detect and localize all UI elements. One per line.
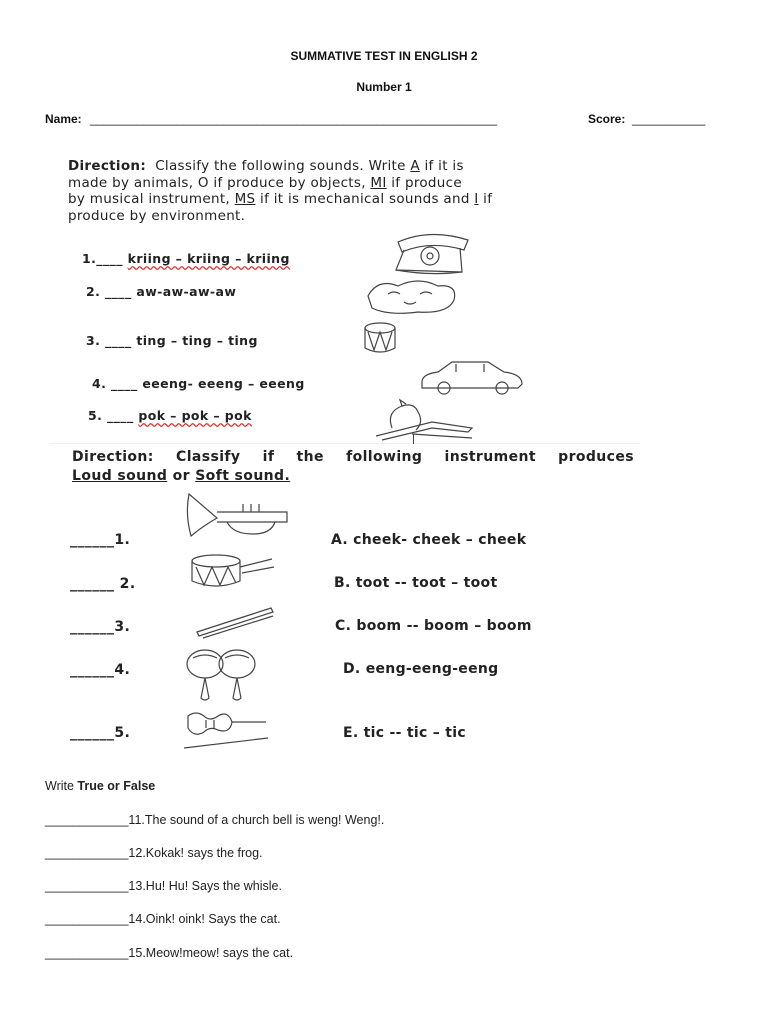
tf-item-15[interactable]: ____________15.Meow!meow! says the cat. (45, 946, 294, 960)
sound-item-5: 5. ____ pok – pok – pok (88, 408, 252, 423)
sound-item-3: 3. ____ ting – ting – ting (86, 333, 258, 348)
telephone-icon (390, 230, 475, 275)
trumpet-icon (183, 490, 293, 540)
instrument-blank-1[interactable]: ______1. (70, 532, 131, 548)
tf-item-12[interactable]: ____________12.Kokak! says the frog. (45, 846, 263, 860)
drum-icon-2 (188, 553, 276, 593)
instrument-blank-5[interactable]: ______5. (70, 725, 131, 741)
instrument-blank-4[interactable]: ______4. (70, 662, 131, 678)
sound-item-2: 2. ____ aw-aw-aw-aw (86, 284, 237, 299)
section1-direction: Direction: Classify the following sounds. Write A if it is made by animals, O if produce by objects, MI if produce by musical instrument, MS if it is mechanical sounds and I if produce by environment. (68, 158, 493, 224)
name-label: Name: (45, 112, 82, 126)
tf-item-14[interactable]: ____________14.Oink! oink! Says the cat. (45, 912, 281, 926)
tf-item-11[interactable]: ____________11.The sound of a church bell is weng! Weng!. (45, 813, 385, 827)
option-a: A. cheek- cheek – cheek (331, 532, 527, 548)
drum-icon-1 (362, 320, 398, 356)
score-field[interactable]: ___________ (632, 112, 706, 126)
name-field[interactable]: _____________________________________________________________ (90, 112, 498, 126)
drumsticks-icon (195, 604, 275, 640)
section-divider (50, 443, 640, 444)
divider-tick (413, 434, 414, 444)
maracas-icon (183, 646, 263, 704)
section3-heading: Write True or False (45, 779, 156, 793)
option-b: B. toot -- toot – toot (334, 575, 498, 591)
page-subtitle: Number 1 (356, 80, 412, 94)
option-d: D. eeng-eeng-eeng (343, 661, 499, 677)
direction-label: Direction: (68, 158, 147, 174)
car-icon (418, 358, 528, 396)
instrument-blank-2[interactable]: ______ 2. (70, 576, 136, 592)
section2-direction-line2: Loud sound or Soft sound. (72, 468, 291, 484)
sound-item-4: 4. ____ eeeng- eeeng – eeeng (92, 376, 305, 391)
violin-icon (182, 708, 272, 752)
page-title: SUMMATIVE TEST IN ENGLISH 2 (290, 49, 478, 63)
sound-item-1: 1.____ kriing – kriing – kriing (82, 251, 290, 266)
option-c: C. boom -- boom – boom (335, 618, 532, 634)
instrument-blank-3[interactable]: ______3. (70, 619, 131, 635)
score-label: Score: (588, 112, 626, 126)
dog-icon (358, 276, 468, 318)
option-e: E. tic -- tic – tic (343, 725, 466, 741)
tf-item-13[interactable]: ____________13.Hu! Hu! Says the whisle. (45, 879, 282, 893)
hen-icon (372, 398, 482, 440)
section2-direction: Direction: Classify if the following instrument produces (72, 449, 635, 465)
